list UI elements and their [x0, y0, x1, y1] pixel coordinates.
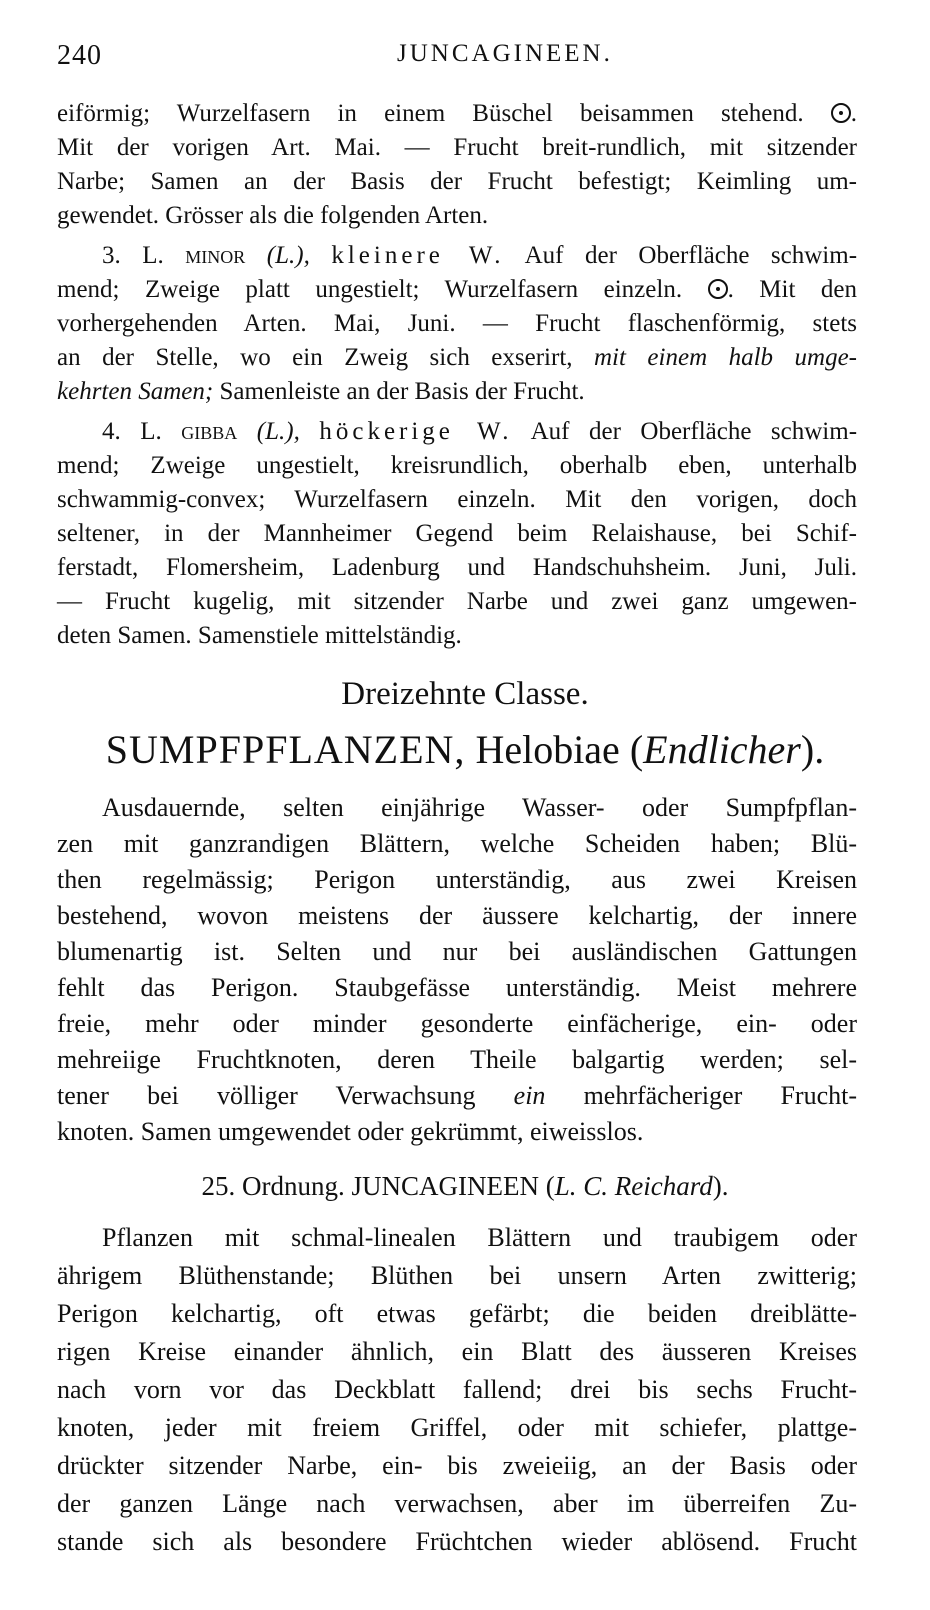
- class-title: [0, 724, 930, 776]
- text-span: eiförmig; Wurzelfasern in einem Büschel beisammen stehend.: [57, 100, 804, 127]
- species-number: 4. L.: [102, 418, 162, 445]
- common-name: kleinere W.: [331, 242, 505, 269]
- class-title-latin: Helobiae: [475, 727, 620, 772]
- text-span: mend; Zweige platt ungestielt; Wurzelfasern einzeln.: [57, 276, 683, 303]
- text-line: bestehend, wovon meistens der äussere kelchartig, der innere: [57, 901, 857, 930]
- order-author: L. C. Reichard: [554, 1171, 713, 1201]
- text-line: zen mit ganzrandigen Blättern, welche Scheiden haben; Blü-: [57, 829, 857, 858]
- text-span: tener bei völliger Verwachsung: [57, 1081, 476, 1110]
- text-line: Mit der vorigen Art. Mai. — Frucht breit-rundlich, mit sitzender: [57, 134, 857, 161]
- text-line: nach vorn vor das Deckblatt fallend; drei bis sechs Frucht-: [57, 1375, 857, 1404]
- page-number: 240: [57, 40, 102, 71]
- text-span: ).: [800, 727, 825, 772]
- text-line: [57, 340, 857, 376]
- text-line: [57, 96, 857, 132]
- text-line: vorhergehenden Arten. Mai, Juni. — Frucht flaschenförmig, stets: [57, 310, 857, 337]
- text-line: der ganzen Länge nach verwachsen, aber im überreifen Zu-: [57, 1489, 857, 1518]
- text-line: [57, 374, 857, 410]
- text-line: fehlt das Perigon. Staubgefässe unterständig. Meist mehrere: [57, 973, 857, 1002]
- text-line: stande sich als besondere Früchtchen wieder ablösend. Frucht: [57, 1527, 857, 1556]
- text-span: Auf der Oberfläche schwim-: [524, 242, 858, 269]
- text-line: then regelmässig; Perigon unterständig, aus zwei Kreisen: [57, 865, 857, 894]
- species-author: (L.),: [266, 242, 310, 269]
- text-line: knoten, jeder mit freiem Griffel, oder mit schiefer, plattge-: [57, 1413, 857, 1442]
- annual-symbol-icon: [708, 279, 728, 299]
- page-header: [57, 40, 857, 80]
- text-line: mehreiige Fruchtknoten, deren Theile balgartig werden; sel-: [57, 1045, 857, 1074]
- text-line: blumenartig ist. Selten und nur bei ausländischen Gattungen: [57, 937, 857, 966]
- annual-symbol-icon: [831, 103, 851, 123]
- text-span: .: [850, 100, 857, 127]
- text-line: seltener, in der Mannheimer Gegend beim Relaishause, bei Schif-: [57, 520, 857, 547]
- text-line: freie, mehr oder minder gesonderte einfächerige, ein- oder: [57, 1009, 857, 1038]
- class-title-caps: SUMPFPFLANZEN,: [105, 727, 466, 772]
- text-span: an der Stelle, wo ein Zweig sich exserirt,: [57, 344, 573, 371]
- text-line: gewendet. Grösser als die folgenden Arten.: [57, 202, 489, 229]
- text-line: Perigon kelchartig, oft etwas gefärbt; die beiden dreiblätte-: [57, 1299, 857, 1328]
- text-line: schwammig-convex; Wurzelfasern einzeln. Mit den vorigen, doch: [57, 486, 857, 513]
- text-line: ährigem Blüthenstande; Blüthen bei unsern Arten zwitterig;: [57, 1261, 857, 1290]
- text-span: Samenleiste an der Basis der Frucht.: [219, 378, 585, 405]
- text-span: (: [629, 727, 644, 772]
- text-span: ).: [712, 1171, 729, 1201]
- text-span: (: [545, 1171, 555, 1201]
- text-span: 25. Ordnung. JUNCAGINEEN: [201, 1171, 539, 1201]
- text-line: ferstadt, Flomersheim, Ladenburg und Handschuhsheim. Juni, Juli.: [57, 554, 857, 581]
- text-line: deten Samen. Samenstiele mittelständig.: [57, 622, 462, 649]
- species-name: minor: [185, 242, 246, 269]
- text-line: mend; Zweige ungestielt, kreisrundlich, oberhalb eben, unterhalb: [57, 452, 857, 479]
- order-heading: [0, 1168, 930, 1204]
- text-line: [57, 1078, 857, 1114]
- species-entry-4: [57, 414, 857, 450]
- text-line: [57, 272, 857, 308]
- running-title: JUNCAGINEEN.: [397, 40, 613, 67]
- italic-span: kehrten Samen;: [57, 378, 214, 405]
- text-line: knoten. Samen umgewendet oder gekrümmt, eiweisslos.: [57, 1117, 644, 1146]
- species-name: gibba: [181, 418, 238, 445]
- species-author: (L.),: [256, 418, 300, 445]
- text-span: . Mit den: [727, 276, 857, 303]
- text-line: Pflanzen mit schmal-linealen Blättern und traubigem oder: [102, 1223, 857, 1252]
- text-line: Ausdauernde, selten einjährige Wasser- oder Sumpfpflan-: [102, 793, 857, 822]
- italic-span: mit einem halb umge-: [594, 344, 857, 371]
- text-line: — Frucht kugelig, mit sitzender Narbe und zwei ganz umgewen-: [57, 588, 857, 615]
- common-name: höckerige W.: [319, 418, 513, 445]
- species-entry-3: [57, 238, 857, 274]
- species-number: 3. L.: [102, 242, 164, 269]
- text-line: rigen Kreise einander ähnlich, ein Blatt des äusseren Kreises: [57, 1337, 857, 1366]
- text-span: Auf der Oberfläche schwim-: [530, 418, 858, 445]
- text-line: drückter sitzender Narbe, ein- bis zweieiig, an der Basis oder: [57, 1451, 857, 1480]
- italic-span: ein: [513, 1081, 546, 1110]
- class-heading: Dreizehnte Classe.: [341, 676, 589, 712]
- class-title-author: Endlicher: [643, 727, 801, 772]
- text-span: mehrfächeriger Frucht-: [583, 1081, 857, 1110]
- text-line: Narbe; Samen an der Basis der Frucht befestigt; Keimling um-: [57, 168, 857, 195]
